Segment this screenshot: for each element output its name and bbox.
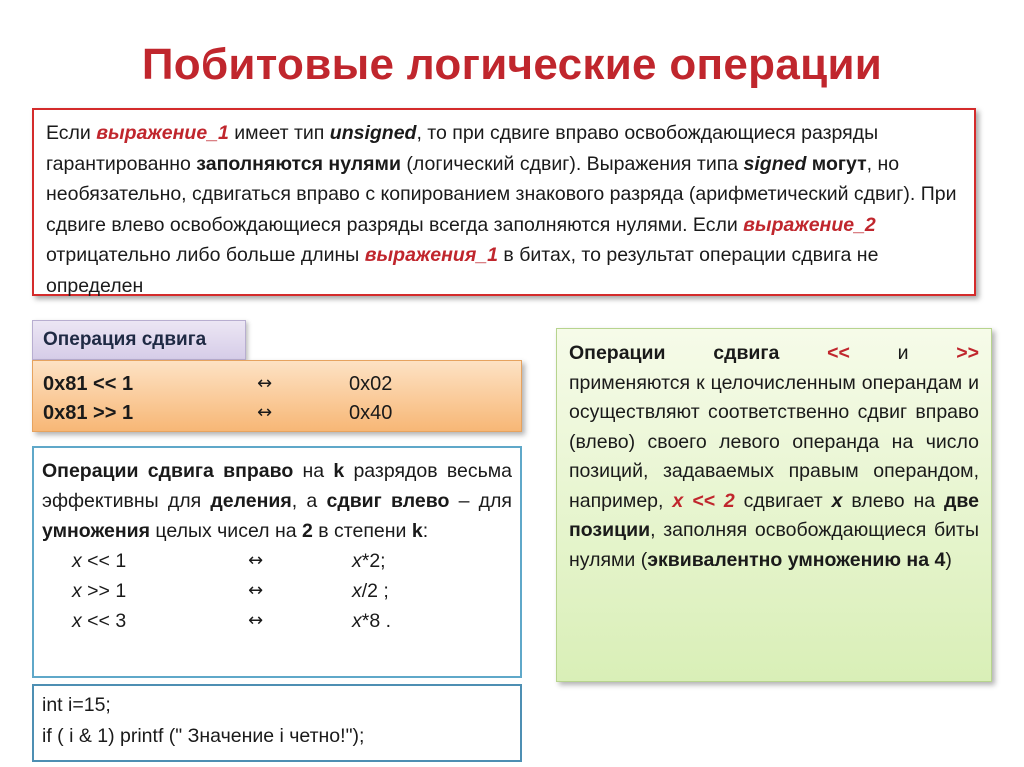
example-row bbox=[42, 576, 512, 606]
heading-word: и bbox=[897, 342, 909, 364]
multiplication-term: умножения bbox=[42, 520, 151, 542]
k-term: k bbox=[333, 460, 345, 482]
signed-term: signed bbox=[743, 152, 807, 175]
division-term: деления bbox=[210, 490, 292, 512]
shift-row bbox=[43, 370, 513, 398]
example-expression: x << 1 bbox=[72, 550, 127, 572]
two-positions-term: две позиции bbox=[569, 489, 980, 541]
variable-x: x bbox=[831, 489, 843, 512]
intro-text: , но необязательно, сдвигаться вправо с копированием знакового разряда (арифметический сдвиг). При сдвиге влево освобождающиеся разряды всегда заполняются нулями. Если bbox=[46, 152, 957, 236]
shift-result: 0x02 bbox=[349, 373, 393, 395]
intro-text: имеет тип bbox=[228, 122, 330, 144]
two-term: 2 bbox=[301, 520, 313, 542]
heading-word: сдвига bbox=[713, 342, 780, 364]
description-text: , заполняя освобождающиеся биты нулями ( bbox=[569, 519, 979, 571]
example-result: x*2; bbox=[352, 550, 386, 572]
zeros-term: заполняются нулями bbox=[196, 152, 401, 175]
unsigned-term: unsigned bbox=[329, 122, 417, 144]
expression-1-term: выражение_1 bbox=[96, 122, 229, 144]
example-row bbox=[42, 606, 512, 636]
equivalence-arrow-icon: ↔ bbox=[257, 373, 273, 394]
shift-right-operator: >> bbox=[956, 342, 979, 364]
text-fragment: – для bbox=[449, 490, 512, 512]
equivalence-term: эквивалентно умножению на 4 bbox=[647, 548, 946, 571]
may-term: могут bbox=[806, 152, 867, 175]
efficiency-box bbox=[32, 446, 522, 678]
shift-result: 0x40 bbox=[349, 402, 393, 424]
shift-right-term: Операции сдвига вправо bbox=[42, 460, 294, 482]
equivalence-arrow-icon: ↔ bbox=[248, 610, 264, 631]
text-fragment: на bbox=[293, 460, 334, 482]
shift-description-box bbox=[556, 328, 992, 682]
intro-text: в битах, то результат операции сдвига не определен bbox=[46, 244, 879, 297]
description-text: влево на bbox=[842, 489, 945, 512]
shift-row bbox=[43, 399, 513, 427]
shift-operation-label: Операция сдвига bbox=[32, 320, 246, 360]
intro-text: (логический сдвиг). Выражения типа bbox=[400, 152, 744, 175]
shift-expression: 0x81 << 1 bbox=[43, 373, 134, 395]
page-title: Побитовые логические операции bbox=[141, 40, 883, 89]
description-text: сдвигает bbox=[734, 489, 832, 512]
description-text: применяются к целочисленным операндам и осуществляют соответственно сдвиг вправо (влево) своего левого операнда на число позиций, задаваемых правым операндом, например, bbox=[569, 371, 979, 512]
expression-1b-term: выражения_1 bbox=[364, 244, 498, 266]
intro-text: , то при сдвиге вправо освобождающиеся разряды гарантированно bbox=[46, 122, 879, 175]
heading-word: Операции bbox=[569, 342, 666, 364]
description-text: ) bbox=[945, 548, 952, 571]
shift-expression: 0x81 >> 1 bbox=[43, 402, 134, 424]
description-heading bbox=[569, 339, 979, 369]
equivalence-arrow-icon: ↔ bbox=[248, 580, 264, 601]
example-expression: x << 2 bbox=[672, 489, 735, 512]
text-fragment: в степени bbox=[312, 520, 412, 542]
equivalence-arrow-icon: ↔ bbox=[257, 402, 273, 423]
intro-text: отрицательно либо больше длины bbox=[46, 244, 365, 266]
efficiency-text bbox=[42, 456, 512, 546]
shift-example-box bbox=[32, 360, 522, 432]
example-expression: x >> 1 bbox=[72, 580, 127, 602]
shift-left-term: сдвиг влево bbox=[326, 490, 450, 512]
code-example-box bbox=[32, 684, 522, 762]
example-row bbox=[42, 546, 512, 576]
shift-left-operator: << bbox=[827, 342, 850, 364]
text-fragment: целых чисел на bbox=[150, 520, 302, 542]
example-expression: x << 3 bbox=[72, 610, 127, 632]
text-fragment: разрядов весьма эффективны для bbox=[42, 460, 512, 512]
expression-2-term: выражение_2 bbox=[743, 213, 876, 236]
example-result: x/2 ; bbox=[352, 580, 389, 602]
k-term: k bbox=[411, 520, 423, 542]
text-fragment: , а bbox=[291, 490, 327, 512]
example-result: x*8 . bbox=[352, 610, 392, 632]
code-line: if ( i & 1) printf (" Значение i четно!"); bbox=[42, 725, 365, 747]
intro-text-box bbox=[32, 108, 976, 296]
code-line: int i=15; bbox=[42, 694, 111, 716]
intro-text: Если bbox=[46, 122, 97, 144]
equivalence-arrow-icon: ↔ bbox=[248, 550, 264, 571]
text-fragment: : bbox=[422, 520, 429, 542]
